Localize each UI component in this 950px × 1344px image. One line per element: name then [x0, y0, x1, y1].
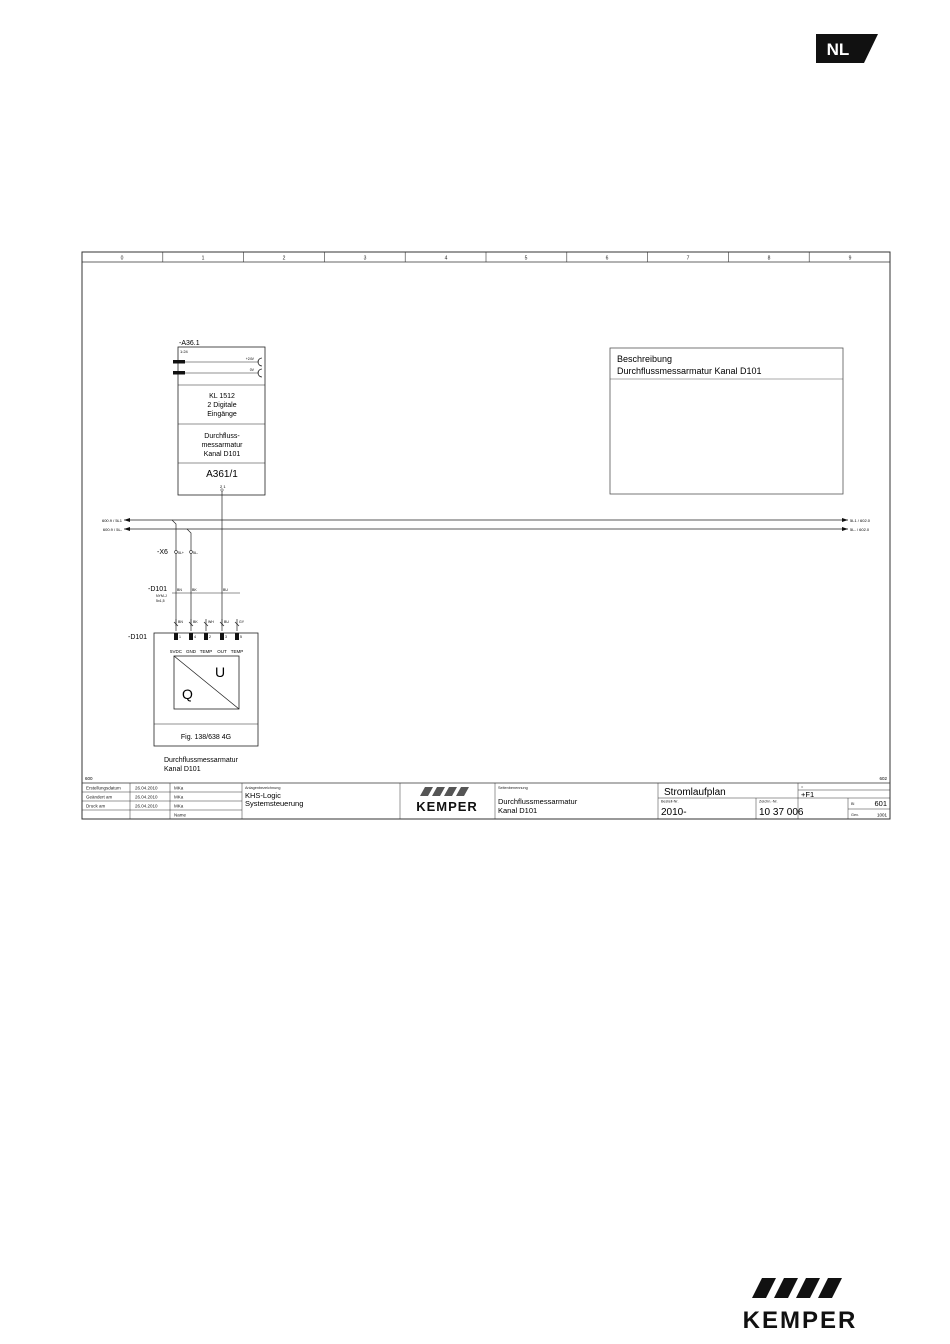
- terminal-label: 5L+: [178, 551, 184, 555]
- tb-name-label: Name: [174, 812, 187, 818]
- kemper-logo: [720, 1278, 880, 1330]
- tb-row-label: Geändert am: [86, 794, 113, 800]
- wire-color: BN: [178, 620, 183, 624]
- signal-name: 5VDC: [169, 649, 183, 654]
- tb-rev-label: Gev.: [851, 813, 859, 817]
- description-title: Beschreibung: [617, 354, 673, 364]
- signal-name: TEMP: [230, 649, 244, 654]
- module-name: Durchfluss-: [204, 433, 240, 440]
- module-desc: KL 1512: [209, 393, 235, 400]
- terminal-label: 5L-: [193, 551, 199, 555]
- tb-row-date: 26.04.2010: [135, 803, 158, 809]
- tb-plant-sub: Systemsteuerung: [245, 799, 304, 808]
- column-number: 5: [524, 255, 528, 262]
- column-number: 9: [848, 255, 852, 262]
- module-terminal: 2 1: [220, 484, 226, 489]
- tb-rev: 1001: [876, 812, 887, 818]
- column-number: 1: [201, 255, 205, 262]
- tb-row-user: MKa: [174, 785, 184, 791]
- tb-location: +F1: [801, 790, 815, 799]
- pin-number: 3: [225, 635, 227, 639]
- brand-wordmark: KEMPER: [742, 1307, 858, 1330]
- module-name: messarmatur: [201, 442, 243, 449]
- module-desc: Eingänge: [207, 411, 237, 418]
- module-name: Kanal D101: [203, 451, 241, 458]
- tb-sheet-label: Bl: [851, 802, 855, 806]
- column-number: 4: [444, 255, 448, 262]
- tb-page-title: Durchflussmessarmatur: [498, 797, 578, 806]
- description-text: Durchflussmessarmatur Kanal D101: [617, 366, 762, 376]
- signal-name: OUT: [217, 649, 227, 654]
- converter-input: Q: [182, 686, 193, 702]
- wire-color: BK: [193, 620, 198, 624]
- device-tag: -D101: [128, 634, 148, 641]
- cable-wire: BU: [223, 588, 228, 592]
- device-caption: Kanal D101: [164, 766, 201, 773]
- pin-number: 4: [194, 635, 196, 639]
- tb-row-label: Erstellungsdatum: [86, 785, 121, 791]
- kemper-logo-small: [416, 787, 478, 814]
- wire-color: WH: [208, 620, 214, 624]
- column-number: 0: [120, 255, 124, 262]
- device-figure: Fig. 138/638 4G: [180, 734, 232, 741]
- tb-plant: KHS-Logic: [245, 791, 281, 800]
- cable-d101: [148, 586, 240, 603]
- cable-tag: -D101: [148, 586, 168, 593]
- pin-number: 1: [179, 635, 181, 639]
- cable-wire: BN: [177, 588, 182, 592]
- page-next: 602: [879, 776, 887, 781]
- tb-plant-label: Anlagenbezeichnung: [245, 786, 281, 790]
- pin-number: 5: [240, 635, 242, 639]
- converter-output: U: [215, 664, 226, 680]
- signal-name: GND: [186, 649, 196, 654]
- bus-out-label: 5L1 / 602.0: [850, 518, 871, 523]
- tb-row-user: MKa: [174, 794, 184, 800]
- tb-sheet: 601: [874, 799, 887, 808]
- column-number: 3: [363, 255, 367, 262]
- tb-logo-text: KEMPER: [416, 799, 478, 814]
- tb-project-label: Bestell-Nr.: [661, 799, 679, 804]
- tb-row-user: MKa: [174, 803, 184, 809]
- module-a36: [173, 340, 265, 495]
- column-number: 7: [686, 255, 690, 262]
- column-number: 8: [767, 255, 771, 262]
- tb-row-date: 26.04.2010: [135, 794, 158, 800]
- tb-page-sub: Kanal D101: [498, 806, 538, 815]
- pin-number: 2: [209, 635, 211, 639]
- module-id: A361/1: [206, 469, 238, 480]
- cable-size: 5x1,5: [156, 599, 165, 603]
- bus-out-label: 5L- / 602.0: [850, 527, 870, 532]
- supply-bus: [102, 491, 871, 631]
- wire-color: GY: [239, 620, 245, 624]
- tb-drawing-label: Zeichn.-Nr.: [759, 799, 778, 804]
- bus-in-label: 600.9 / 5L1: [101, 518, 122, 523]
- page-prev: 600: [85, 776, 93, 781]
- tb-eq-label: =: [801, 785, 804, 789]
- description-box: [610, 348, 843, 494]
- tb-project: 2010-: [661, 807, 687, 818]
- cable-type: NYM-J: [156, 594, 167, 598]
- wire-color: BU: [224, 620, 229, 624]
- signal-name: TEMP: [199, 649, 213, 654]
- terminal-x6: [157, 549, 199, 556]
- device-caption: Durchflussmessarmatur: [164, 757, 238, 764]
- tb-row-label: Druck am: [86, 803, 106, 809]
- cable-wire: BK: [192, 588, 197, 592]
- flow-meter-device: [128, 619, 258, 773]
- module-tag: -A36.1: [179, 340, 200, 347]
- language-code: NL: [826, 40, 850, 59]
- pin-label: 0V: [249, 368, 254, 372]
- tb-drawing: 10 37 006: [759, 807, 804, 818]
- terminal-tag: -X6: [157, 549, 168, 556]
- module-slot: 1:24: [180, 349, 188, 354]
- tb-page-label: Seitenbenennung: [498, 786, 528, 790]
- tb-doc-type: Stromlaufplan: [664, 787, 726, 798]
- module-desc: 2 Digitale: [207, 402, 237, 409]
- column-number: 6: [605, 255, 609, 262]
- pin-label: +24V: [245, 357, 254, 361]
- column-number: 2: [282, 255, 286, 262]
- bus-in-label: 600.9 / 5L-: [102, 527, 122, 532]
- tb-row-date: 26.04.2010: [135, 785, 158, 791]
